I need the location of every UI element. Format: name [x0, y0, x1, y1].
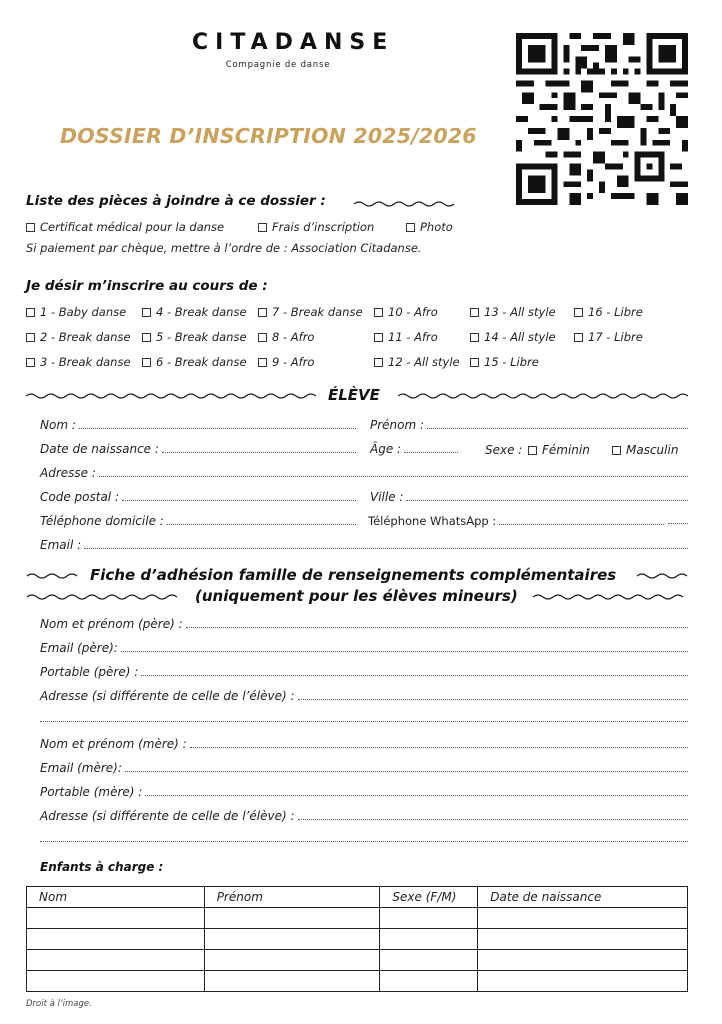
course-label: 16 - Libre — [588, 305, 643, 319]
table-cell[interactable] — [27, 971, 205, 992]
course-option[interactable] — [470, 305, 556, 319]
table-row — [27, 908, 688, 929]
wave-decoration-icon — [352, 199, 456, 209]
table-cell[interactable] — [380, 971, 478, 992]
piece-photo-label: Photo — [420, 220, 453, 234]
mere-email-field[interactable] — [40, 761, 688, 775]
checkbox-icon — [574, 333, 583, 342]
course-option[interactable] — [574, 305, 643, 319]
wave-decoration-icon — [636, 571, 688, 581]
ville-field[interactable] — [370, 490, 688, 504]
piece-certificat-label: Certificat médical pour la danse — [40, 220, 225, 234]
checkbox-icon — [26, 223, 35, 232]
logo-tagline: Compagnie de danse — [225, 60, 331, 70]
course-option[interactable] — [574, 330, 643, 344]
checkbox-icon — [374, 308, 383, 317]
table-cell[interactable] — [204, 950, 380, 971]
sexe-masculin-label: Masculin — [626, 443, 679, 457]
logo-wordmark: CITADANSE — [192, 30, 395, 55]
checkbox-icon — [258, 358, 267, 367]
checkbox-icon — [26, 358, 35, 367]
checkbox-icon — [26, 308, 35, 317]
mere-nom-field[interactable] — [40, 737, 688, 751]
fiche-heading-line2: (uniquement pour les élèves mineurs) — [195, 587, 518, 605]
tel-whatsapp-label: Téléphone WhatsApp : — [368, 514, 497, 528]
table-cell[interactable] — [204, 929, 380, 950]
course-label: 6 - Break danse — [156, 355, 247, 369]
mere-adresse-label: Adresse (si différente de celle de l’élève) : — [40, 809, 295, 823]
course-label: 9 - Afro — [272, 355, 315, 369]
table-cell[interactable] — [478, 929, 688, 950]
form-title: DOSSIER D’INSCRIPTION 2025/2026 — [60, 124, 477, 148]
course-label: 17 - Libre — [588, 330, 643, 344]
course-option[interactable] — [374, 330, 438, 344]
course-label: 13 - All style — [484, 305, 556, 319]
table-cell[interactable] — [27, 950, 205, 971]
mere-portable-field[interactable] — [40, 785, 688, 799]
course-label: 7 - Break danse — [272, 305, 363, 319]
course-label: 15 - Libre — [484, 355, 539, 369]
table-row — [27, 929, 688, 950]
pieces-heading: Liste des pièces à joindre à ce dossier : — [26, 193, 326, 209]
column-header-nom: Nom — [27, 887, 205, 908]
courses-heading: Je désir m’inscrire au cours de : — [26, 278, 268, 294]
column-header-sexe: Sexe (F/M) — [380, 887, 478, 908]
code-postal-field[interactable] — [40, 490, 356, 504]
course-option[interactable] — [374, 305, 438, 319]
prenom-label: Prénom : — [370, 418, 425, 432]
course-label: 5 - Break danse — [156, 330, 247, 344]
table-cell[interactable] — [204, 908, 380, 929]
tel-whatsapp-extra-line — [668, 523, 688, 524]
tel-whatsapp-field[interactable] — [368, 514, 664, 528]
course-option[interactable] — [142, 305, 247, 319]
course-option[interactable] — [26, 355, 131, 369]
course-option[interactable] — [470, 330, 556, 344]
nom-label: Nom : — [40, 418, 76, 432]
mere-portable-label: Portable (mère) : — [40, 785, 143, 799]
sexe-masculin-option[interactable] — [612, 443, 678, 457]
checkbox-icon — [470, 358, 479, 367]
checkbox-icon — [470, 333, 479, 342]
fiche-heading-line1: Fiche d’adhésion famille de renseignements complémentaires — [90, 566, 617, 584]
course-label: 2 - Break danse — [40, 330, 131, 344]
pere-email-field[interactable] — [40, 641, 688, 655]
checkbox-icon — [26, 333, 35, 342]
table-row — [27, 971, 688, 992]
checkbox-icon — [574, 308, 583, 317]
column-header-prenom: Prénom — [204, 887, 380, 908]
course-option[interactable] — [470, 355, 539, 369]
ville-label: Ville : — [370, 490, 404, 504]
piece-frais[interactable] — [258, 220, 374, 234]
checkbox-icon — [374, 358, 383, 367]
tel-domicile-label: Téléphone domicile : — [40, 514, 164, 528]
course-label: 3 - Break danse — [40, 355, 131, 369]
checkbox-icon — [406, 223, 415, 232]
wave-decoration-icon — [398, 391, 688, 401]
table-cell[interactable] — [27, 908, 205, 929]
logo — [192, 30, 395, 70]
table-row — [27, 950, 688, 971]
course-option[interactable] — [258, 355, 314, 369]
table-cell[interactable] — [380, 908, 478, 929]
course-option[interactable] — [26, 330, 131, 344]
course-label: 1 - Baby danse — [40, 305, 127, 319]
checkbox-icon — [258, 308, 267, 317]
pere-email-label: Email (père): — [40, 641, 118, 655]
piece-frais-label: Frais d’inscription — [272, 220, 375, 234]
wave-decoration-icon — [26, 571, 78, 581]
age-label: Âge : — [370, 442, 402, 456]
enfants-table — [26, 886, 688, 992]
adresse-label: Adresse : — [40, 466, 96, 480]
email-label: Email : — [40, 538, 82, 552]
pere-adresse-field[interactable] — [40, 689, 688, 703]
mere-email-label: Email (mère): — [40, 761, 122, 775]
course-option[interactable] — [142, 330, 247, 344]
course-label: 11 - Afro — [388, 330, 438, 344]
payment-note: Si paiement par chèque, mettre à l’ordre de : Association Citadanse. — [26, 241, 422, 255]
age-field[interactable] — [370, 442, 458, 456]
adresse-field[interactable] — [40, 466, 688, 480]
course-label: 4 - Break danse — [156, 305, 247, 319]
mere-nom-label: Nom et prénom (mère) : — [40, 737, 187, 751]
table-header-row — [27, 887, 688, 908]
table-cell[interactable] — [380, 929, 478, 950]
mere-adresse-line2[interactable] — [40, 841, 688, 842]
course-option[interactable] — [258, 305, 363, 319]
sexe-feminin-option[interactable] — [528, 443, 590, 457]
table-cell[interactable] — [204, 971, 380, 992]
pere-nom-label: Nom et prénom (père) : — [40, 617, 183, 631]
table-cell[interactable] — [27, 929, 205, 950]
code-postal-label: Code postal : — [40, 490, 119, 504]
pere-portable-label: Portable (père) : — [40, 665, 139, 679]
course-label: 12 - All style — [388, 355, 460, 369]
table-cell[interactable] — [478, 950, 688, 971]
email-field[interactable] — [40, 538, 688, 552]
pere-portable-field[interactable] — [40, 665, 688, 679]
piece-photo[interactable] — [406, 220, 453, 234]
checkbox-icon — [142, 358, 151, 367]
table-cell[interactable] — [478, 971, 688, 992]
course-label: 10 - Afro — [388, 305, 438, 319]
date-naissance-field[interactable] — [40, 442, 356, 456]
sexe-feminin-label: Féminin — [542, 443, 590, 457]
checkbox-icon — [528, 446, 537, 455]
footer-credit: Droit à l’image. — [26, 999, 92, 1009]
qr-code-icon — [516, 33, 688, 205]
prenom-field[interactable] — [370, 418, 688, 432]
pere-adresse-label: Adresse (si différente de celle de l’élève) : — [40, 689, 295, 703]
wave-decoration-icon — [532, 592, 688, 602]
checkbox-icon — [374, 333, 383, 342]
checkbox-icon — [142, 308, 151, 317]
course-option[interactable] — [374, 355, 460, 369]
enfants-heading: Enfants à charge : — [40, 860, 164, 874]
course-option[interactable] — [142, 355, 247, 369]
table-cell[interactable] — [380, 950, 478, 971]
checkbox-icon — [142, 333, 151, 342]
course-label: 8 - Afro — [272, 330, 315, 344]
eleve-heading: ÉLÈVE — [328, 386, 380, 404]
column-header-date-naissance: Date de naissance — [478, 887, 688, 908]
course-option[interactable] — [258, 330, 314, 344]
course-option[interactable] — [26, 305, 126, 319]
date-naissance-label: Date de naissance : — [40, 442, 159, 456]
sexe-label: Sexe : — [485, 443, 523, 457]
nom-field[interactable] — [40, 418, 356, 432]
checkbox-icon — [470, 308, 479, 317]
wave-decoration-icon — [26, 592, 184, 602]
checkbox-icon — [612, 446, 621, 455]
pere-adresse-line2[interactable] — [40, 721, 688, 722]
course-label: 14 - All style — [484, 330, 556, 344]
tel-domicile-field[interactable] — [40, 514, 356, 528]
checkbox-icon — [258, 333, 267, 342]
checkbox-icon — [258, 223, 267, 232]
mere-adresse-field[interactable] — [40, 809, 688, 823]
pere-nom-field[interactable] — [40, 617, 688, 631]
table-cell[interactable] — [478, 908, 688, 929]
wave-decoration-icon — [26, 391, 316, 401]
piece-certificat[interactable] — [26, 220, 224, 234]
